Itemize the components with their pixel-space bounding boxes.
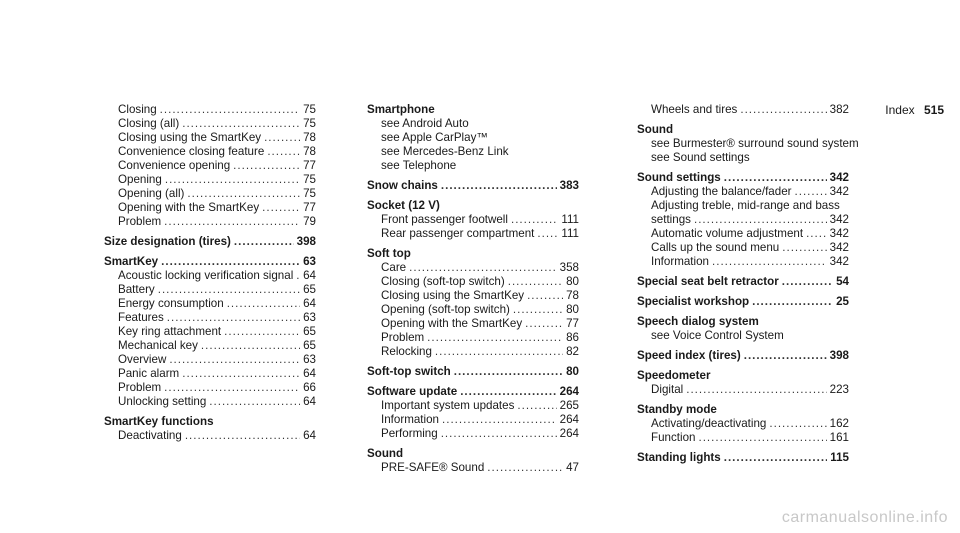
index-heading — [367, 447, 579, 461]
entry-page: 111 — [561, 213, 579, 226]
entry-page: 80 — [566, 303, 579, 316]
index-subentry — [367, 227, 579, 241]
index-heading — [637, 275, 849, 289]
entry-text: Sound settings — [637, 171, 721, 184]
entry-text: Front passenger footwell — [381, 213, 508, 226]
index-subentry — [104, 201, 316, 215]
entry-text: Adjusting the balance/fader — [651, 185, 792, 198]
index-subentry — [104, 103, 316, 117]
entry-text: Problem — [118, 215, 162, 228]
entry-page: 77 — [303, 201, 316, 214]
leader-dots — [724, 171, 827, 185]
index-subentry — [104, 325, 316, 339]
index-subentry — [104, 215, 316, 229]
entry-page: 342 — [829, 255, 849, 268]
leader-dots — [537, 227, 558, 241]
index-subentry — [637, 227, 849, 241]
leader-dots — [724, 451, 828, 465]
index-heading — [104, 255, 316, 269]
entry-text: Deactivating — [118, 429, 182, 442]
leader-dots — [264, 131, 300, 145]
index-subentry — [104, 269, 316, 283]
leader-dots — [511, 213, 558, 227]
entry-page: 80 — [566, 365, 579, 378]
entry-text: Convenience opening — [118, 159, 231, 172]
index-heading — [367, 179, 579, 193]
index-subentry — [637, 255, 849, 269]
entry-page: 65 — [303, 283, 316, 296]
entry-page: 75 — [303, 187, 316, 200]
index-subentry — [367, 145, 579, 159]
leader-dots — [209, 395, 300, 409]
entry-text: Information — [651, 255, 709, 268]
entry-text: Digital — [651, 383, 684, 396]
leader-dots — [427, 331, 563, 345]
entry-page: 77 — [303, 159, 316, 172]
index-heading — [367, 385, 579, 399]
index-heading — [637, 403, 849, 417]
entry-page: 264 — [559, 385, 579, 398]
entry-text: Smartphone — [367, 103, 435, 116]
entry-text: Closing (all) — [118, 117, 180, 130]
entry-text: Mechanical key — [118, 339, 198, 352]
leader-dots — [806, 227, 827, 241]
index-subentry — [104, 283, 316, 297]
entry-page: 86 — [566, 331, 579, 344]
index-subentry — [104, 145, 316, 159]
entry-page: 78 — [566, 289, 579, 302]
entry-page: 63 — [303, 311, 316, 324]
entry-page: 342 — [829, 213, 849, 226]
entry-text: Sound — [637, 123, 674, 136]
entry-text: Automatic volume adjustment — [651, 227, 804, 240]
leader-dots — [454, 365, 563, 379]
entry-text: Wheels and tires — [651, 103, 738, 116]
entry-text: Soft top — [367, 247, 411, 260]
leader-dots — [527, 289, 563, 303]
index-subentry — [637, 151, 849, 165]
entry-page: 64 — [303, 395, 316, 408]
entry-page: 63 — [303, 353, 316, 366]
index-subentry — [367, 427, 579, 441]
entry-page: 382 — [829, 103, 849, 116]
index-heading — [104, 235, 316, 249]
entry-text: Important system updates — [381, 399, 515, 412]
entry-page: 342 — [829, 241, 849, 254]
leader-dots — [227, 297, 300, 311]
entry-text: Size designation (tires) — [104, 235, 231, 248]
index-subentry — [367, 317, 579, 331]
leader-dots — [460, 385, 556, 399]
entry-page: 63 — [303, 255, 316, 268]
entry-text: Speech dialog system — [637, 315, 759, 328]
leader-dots — [752, 295, 833, 309]
leader-dots — [694, 213, 827, 227]
entry-page: 342 — [829, 171, 849, 184]
leader-dots — [169, 353, 300, 367]
entry-text: Closing using the SmartKey — [118, 131, 262, 144]
leader-dots — [782, 275, 833, 289]
entry-page: 398 — [829, 349, 849, 362]
entry-page: 79 — [303, 215, 316, 228]
index-subentry — [367, 303, 579, 317]
index-heading — [637, 123, 849, 137]
index-heading — [367, 365, 579, 379]
leader-dots — [182, 117, 300, 131]
entry-text: see Burmester® surround sound system — [651, 137, 859, 150]
entry-text: Special seat belt retractor — [637, 275, 779, 288]
index-heading — [637, 369, 849, 383]
index-subentry — [367, 275, 579, 289]
index-subentry — [637, 199, 849, 213]
index-subentry — [104, 367, 316, 381]
entry-page: 80 — [566, 275, 579, 288]
leader-dots — [698, 431, 826, 445]
index-subentry — [104, 173, 316, 187]
index-subentry — [104, 117, 316, 131]
entry-text: Opening — [118, 173, 162, 186]
entry-text: Function — [651, 431, 696, 444]
leader-dots — [187, 187, 300, 201]
leader-dots — [267, 145, 300, 159]
entry-page: 65 — [303, 339, 316, 352]
entry-page: 54 — [836, 275, 849, 288]
index-subentry — [637, 383, 849, 397]
entry-text: Energy consumption — [118, 297, 224, 310]
index-subentry — [367, 289, 579, 303]
index-subentry — [104, 339, 316, 353]
index-subentry — [367, 213, 579, 227]
entry-text: Standing lights — [637, 451, 721, 464]
leader-dots — [686, 383, 826, 397]
entry-page: 75 — [303, 173, 316, 186]
index-heading — [637, 295, 849, 309]
index-heading — [367, 199, 579, 213]
entry-page: 78 — [303, 145, 316, 158]
entry-text: SmartKey — [104, 255, 159, 268]
leader-dots — [441, 427, 557, 441]
entry-text: PRE-SAFE® Sound — [381, 461, 485, 474]
entry-text: Standby mode — [637, 403, 717, 416]
index-subentry — [637, 431, 849, 445]
index-column-3 — [637, 103, 859, 465]
entry-text: Opening (soft-top switch) — [381, 303, 510, 316]
leader-dots — [441, 179, 557, 193]
index-subentry — [104, 429, 316, 443]
index-subentry — [104, 131, 316, 145]
entry-text: Speed index (tires) — [637, 349, 741, 362]
entry-page: 75 — [303, 103, 316, 116]
entry-text: Unlocking setting — [118, 395, 207, 408]
leader-dots — [740, 103, 826, 117]
entry-text: Features — [118, 311, 164, 324]
entry-text: SmartKey functions — [104, 415, 214, 428]
entry-page: 78 — [303, 131, 316, 144]
entry-page: 64 — [303, 429, 316, 442]
leader-dots — [182, 367, 300, 381]
entry-text: Soft-top switch — [367, 365, 451, 378]
entry-page: 82 — [566, 345, 579, 358]
entry-text: see Mercedes-Benz Link — [381, 145, 509, 158]
index-column-2 — [367, 103, 579, 475]
index-heading — [367, 247, 579, 261]
leader-dots — [158, 283, 300, 297]
entry-text: Acoustic locking verification signal — [118, 269, 294, 282]
entry-page: 64 — [303, 269, 316, 282]
index-subentry — [367, 413, 579, 427]
entry-page: 342 — [829, 227, 849, 240]
entry-text: Socket (12 V) — [367, 199, 440, 212]
entry-text: Activating/deactivating — [651, 417, 767, 430]
leader-dots — [435, 345, 563, 359]
index-subentry — [367, 117, 579, 131]
page-header — [885, 103, 944, 117]
entry-text: settings — [651, 213, 691, 226]
entry-text: Rear passenger compartment — [381, 227, 535, 240]
leader-dots — [233, 159, 300, 173]
entry-text: see Apple CarPlay™ — [381, 131, 488, 144]
index-subentry — [637, 241, 849, 255]
entry-page: 65 — [303, 325, 316, 338]
entry-text: Specialist workshop — [637, 295, 750, 308]
leader-dots — [525, 317, 563, 331]
index-subentry — [637, 329, 849, 343]
entry-page: 358 — [559, 261, 579, 274]
index-subentry — [367, 331, 579, 345]
index-heading — [367, 103, 579, 117]
leader-dots — [442, 413, 557, 427]
index-heading — [637, 349, 849, 363]
entry-text: Performing — [381, 427, 438, 440]
entry-text: Opening with the SmartKey — [381, 317, 523, 330]
entry-text: Snow chains — [367, 179, 438, 192]
entry-text: Care — [381, 261, 407, 274]
entry-text: Panic alarm — [118, 367, 180, 380]
leader-dots — [487, 461, 563, 475]
entry-text: Software update — [367, 385, 458, 398]
entry-text: Problem — [381, 331, 425, 344]
index-subentry — [637, 137, 859, 151]
index-subentry — [637, 185, 849, 199]
leader-dots — [517, 399, 556, 413]
index-subentry — [104, 395, 316, 409]
leader-dots — [769, 417, 826, 431]
entry-page: 265 — [559, 399, 579, 412]
entry-page: 161 — [829, 431, 849, 444]
entry-page: 25 — [836, 295, 849, 308]
index-subentry — [104, 353, 316, 367]
leader-dots — [508, 275, 563, 289]
index-heading — [637, 451, 849, 465]
entry-text: Opening (all) — [118, 187, 185, 200]
leader-dots — [409, 261, 557, 275]
entry-page: 75 — [303, 117, 316, 130]
entry-page: 111 — [561, 227, 579, 240]
leader-dots — [164, 381, 300, 395]
leader-dots — [160, 103, 300, 117]
index-heading — [637, 315, 849, 329]
index-column-1 — [104, 103, 316, 443]
page-number: 515 — [923, 103, 944, 117]
leader-dots — [167, 311, 300, 325]
leader-dots — [201, 339, 300, 353]
entry-page: 64 — [303, 367, 316, 380]
entry-text: Problem — [118, 381, 162, 394]
leader-dots — [164, 215, 300, 229]
leader-dots — [185, 429, 300, 443]
entry-text: Key ring attachment — [118, 325, 222, 338]
index-subentry — [104, 159, 316, 173]
index-subentry — [367, 461, 579, 475]
entry-text: Calls up the sound menu — [651, 241, 780, 254]
entry-page: 115 — [830, 451, 849, 464]
entry-text: Adjusting treble, mid-range and bass — [651, 199, 840, 212]
leader-dots — [234, 235, 294, 249]
leader-dots — [795, 185, 827, 199]
leader-dots — [161, 255, 300, 269]
entry-text: Information — [381, 413, 439, 426]
index-subentry — [104, 187, 316, 201]
entry-page: 64 — [303, 297, 316, 310]
entry-page: 77 — [566, 317, 579, 330]
index-subentry — [367, 261, 579, 275]
entry-page: 264 — [559, 427, 579, 440]
index-subentry — [637, 213, 849, 227]
entry-text: see Android Auto — [381, 117, 469, 130]
index-subentry — [367, 131, 579, 145]
index-subentry — [367, 345, 579, 359]
entry-text: Closing (soft-top switch) — [381, 275, 505, 288]
entry-page: 162 — [829, 417, 849, 430]
index-subentry — [637, 417, 849, 431]
entry-text: Opening with the SmartKey — [118, 201, 260, 214]
leader-dots — [744, 349, 827, 363]
entry-page: 342 — [829, 185, 849, 198]
entry-page: 264 — [559, 413, 579, 426]
header-label: Index — [885, 103, 915, 117]
index-heading — [104, 415, 316, 429]
entry-text: Overview — [118, 353, 167, 366]
entry-text: Closing — [118, 103, 157, 116]
index-subentry — [104, 311, 316, 325]
entry-text: see Sound settings — [651, 151, 750, 164]
leader-dots — [712, 255, 827, 269]
index-subentry — [367, 159, 579, 173]
entry-page: 66 — [303, 381, 316, 394]
entry-text: Sound — [367, 447, 404, 460]
index-subentry — [367, 399, 579, 413]
index-subentry — [104, 297, 316, 311]
leader-dots — [296, 269, 300, 283]
entry-text: Convenience closing feature — [118, 145, 265, 158]
entry-text: Closing using the SmartKey — [381, 289, 525, 302]
entry-page: 383 — [559, 179, 579, 192]
entry-text: see Voice Control System — [651, 329, 784, 342]
leader-dots — [513, 303, 563, 317]
entry-text: Relocking — [381, 345, 432, 358]
leader-dots — [262, 201, 300, 215]
index-heading — [637, 171, 849, 185]
entry-text: see Telephone — [381, 159, 457, 172]
entry-page: 223 — [829, 383, 849, 396]
leader-dots — [224, 325, 300, 339]
entry-page: 398 — [296, 235, 316, 248]
entry-page: 47 — [566, 461, 579, 474]
leader-dots — [782, 241, 826, 255]
index-subentry — [104, 381, 316, 395]
watermark: carmanualsonline.info — [781, 509, 948, 526]
entry-text: Speedometer — [637, 369, 711, 382]
index-subentry — [637, 103, 849, 117]
leader-dots — [165, 173, 300, 187]
entry-text: Battery — [118, 283, 155, 296]
